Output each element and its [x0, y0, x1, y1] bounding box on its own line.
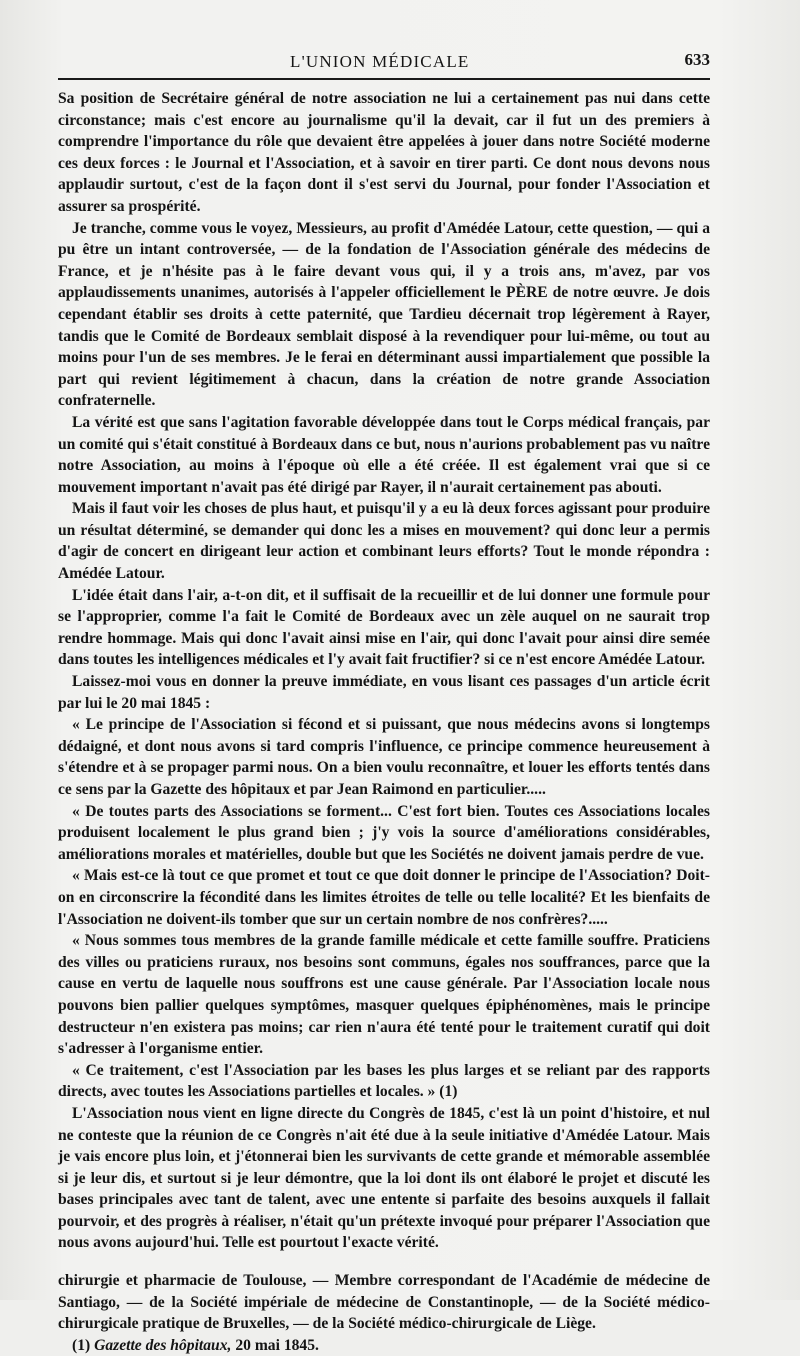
quote-paragraph: « De toutes parts des Associations se forment... C'est fort bien. Toutes ces Associations locales produisent localement le plus grand bien ; j'y vois la source d'améliorations considérables, améliorations morales et matérielles, double but que les Sociétés ne doivent jamais perdre de vue.: [58, 802, 710, 863]
footnote-date: 20 mai 1845.: [235, 1336, 319, 1354]
page-number: 633: [684, 50, 710, 69]
running-title: L'UNION MÉDICALE: [290, 52, 470, 71]
article-body: [58, 88, 710, 1254]
paragraph: L'idée était dans l'air, a-t-on dit, et il suffisait de la recueillir et de lui donner une formule pour se l'approprier, comme l'a fait le Comité de Bordeaux avec un zèle auquel on ne saurait trop rendre hommage. Mais qui donc l'avait ainsi mise en l'air, qui donc l'avait pour ainsi dire semée dans toutes les intelligences médicales et l'y avait fait fructifier? si ce n'est encore Amédée Latour.: [58, 586, 710, 669]
paragraph: Je tranche, comme vous le voyez, Messieurs, au profit d'Amédée Latour, cette question, — qui a pu être un intant controversée, — de la fondation de l'Association générale des médecins de France, et je n'hésite pas à le faire devant vous qui, il y a trois ans, m'avez, par vos applaudissements unanimes, autorisés à l'appeler officiellement le PÈRE de notre œuvre. Je dois cependant établir ses droits à cette paternité, que Tardieu décernait trop légèrement à Rayer, tandis que le Comité de Bordeaux semblait disposé à la revendiquer pour lui-même, ou tout au moins pour l'un de ses membres. Je le ferai en déterminant aussi impartialement que possible la part qui revient légitimement à chacun, dans la création de notre grande Association confraternelle.: [58, 219, 710, 410]
footnote: [58, 1335, 710, 1356]
paragraph: L'Association nous vient en ligne directe du Congrès de 1845, c'est là un point d'histoire, et nul ne conteste que la réunion de ce Congrès n'ait été due à la seule initiative d'Amédée Latour. Mais je vais encore plus loin, et j'étonnerai bien les survivants de cette grande et mémorable assemblée si je leur dis, et surtout si je leur démontre, que la loi dont ils ont élaboré le projet et discuté les bases principales avec tant de talent, avec une entente si parfaite des besoins auxquels il fallait pourvoir, et des progrès à réaliser, n'était qu'un prétexte invoqué pour préparer l'Association que nous avons aujourd'hui. Telle est pourtout l'exacte vérité.: [58, 1104, 710, 1252]
quote-paragraph: « Nous sommes tous membres de la grande famille médicale et cette famille souffre. Praticiens des villes ou praticiens ruraux, nos besoins sont communs, égales nos souffrances, parce que la cause en vertu de laquelle nous souffrons est une cause générale. Par l'Association locale nous pouvons bien pallier quelques symptômes, masquer quelques épiphénomènes, mais le principe destructeur n'en existera pas moins; car rien n'aura été tenté pour le traitement curatif qui doit s'adresser à l'organisme entier.: [58, 932, 710, 1058]
footnote-continuation: chirurgie et pharmacie de Toulouse, — Membre correspondant de l'Académie de médecine de Santiago, — de la Société impériale de médecine de Constantinople, — de la Société médico-chirurgicale pratique de Bruxelles, — de la Société médico-chirurgicale de Liège.: [58, 1272, 710, 1333]
footnote-area: [58, 1270, 710, 1356]
paragraph: Laissez-moi vous en donner la preuve immédiate, en vous lisant ces passages d'un article écrit par lui le 20 mai 1845 :: [58, 673, 710, 712]
paragraph: La vérité est que sans l'agitation favorable développée dans tout le Corps médical français, par un comité qui s'était constitué à Bordeaux dans ce but, nous n'aurions probablement pas vu naître notre Association, au moins à l'époque où elle a été créée. Il est également vrai que si ce mouvement important n'avait pas été dirigé par Rayer, il n'aurait certainement pas abouti.: [58, 413, 710, 496]
quote-paragraph: « Ce traitement, c'est l'Association par les bases les plus larges et se reliant par des rapports directs, avec toutes les Associations partielles et locales. » (1): [58, 1061, 710, 1101]
quote-paragraph: « Le principe de l'Association si fécond et si puissant, que nous médecins avons si longtemps dédaigné, et dont nous avons si tard compris l'influence, ce principe commence heureusement à s'étendre et à se propager parmi nous. On a bien voulu reconnaître, et louer les efforts tentés dans ce sens par la Gazette des hôpitaux et par Jean Raimond en particulier.....: [58, 716, 710, 798]
running-header: [58, 0, 710, 72]
quote-paragraph: « Mais est-ce là tout ce que promet et tout ce que doit donner le principe de l'Association? Doit-on en circonscrire la fécondité dans les limites étroites de telle ou telle localité? Et les bienfaits de l'Association ne doivent-ils tomber que sur un certain nombre de nos confrères?.....: [58, 867, 710, 928]
paragraph: Sa position de Secrétaire général de notre association ne lui a certainement pas nui dans cette circonstance; mais c'est encore au journalisme qu'il la devait, car il fut un des premiers à comprendre l'importance du rôle que devaient être appelées à jouer dans notre Société moderne ces deux forces : le Journal et l'Association, et à savoir en tirer parti. Ce dont nous devons nous applaudir surtout, c'est de la façon dont il s'est servi du Journal, pour fonder l'Association et assurer sa prospérité.: [58, 90, 710, 215]
footnote-source: Gazette des hôpitaux,: [94, 1336, 232, 1354]
footnote-marker: (1): [72, 1336, 91, 1354]
header-rule: [58, 78, 710, 80]
paragraph: Mais il faut voir les choses de plus haut, et puisqu'il y a eu là deux forces agissant pour produire un résultat déterminé, se demander qui donc les a mises en mouvement? qui donc leur a permis d'agir de concert en dirigeant leur action et combinant leurs efforts? Tout le monde répondra : Amédée Latour.: [58, 500, 710, 583]
